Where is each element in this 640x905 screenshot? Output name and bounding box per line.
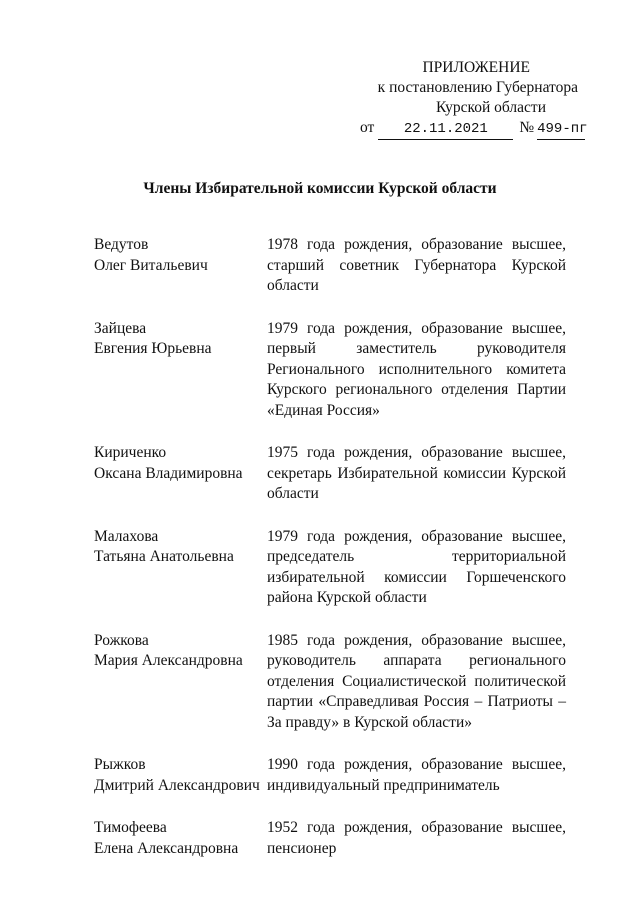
member-surname: Зайцева	[94, 319, 147, 337]
member-entry	[94, 319, 566, 422]
member-name	[94, 235, 267, 276]
document-title: Члены Избирательной комиссии Курской области	[143, 180, 497, 197]
member-given-name: Евгения Юрьевна	[94, 340, 212, 357]
member-surname: Ведутов	[94, 236, 149, 253]
appendix-date: 22.11.2021	[378, 119, 513, 140]
member-entry	[94, 443, 566, 505]
member-surname: Малахова	[94, 527, 159, 545]
member-entry	[94, 527, 566, 609]
member-description: 1979 года рождения, образование высшее, первый заместитель руководителя Регионального исполнительного комитета Курского регионального отделения Партии «Единая Россия»	[267, 319, 566, 419]
member-entry	[94, 631, 566, 734]
member-entry	[94, 755, 566, 796]
member-name	[94, 755, 267, 796]
number-prefix: №	[519, 119, 535, 136]
member-description: 1978 года рождения, образование высшее, старший советник Губернатора Курской области	[267, 236, 566, 294]
member-entry	[94, 235, 566, 297]
members-list	[94, 235, 566, 859]
member-given-name: Татьяна Анатольевна	[94, 548, 234, 565]
member-description: 1952 года рождения, образование высшее, пенсионер	[267, 819, 566, 857]
member-description: 1979 года рождения, образование высшее, председатель территориальной избирательной комиссии Горшеченского района Курской области	[267, 527, 566, 606]
member-description: 1990 года рождения, образование высшее, индивидуальный предприниматель	[267, 756, 566, 794]
member-surname: Тимофеева	[94, 819, 167, 836]
member-description: 1985 года рождения, образование высшее, руководитель аппарата регионального отделения Социалистической политической партии «Справедливая Россия – Патриоты – За правду» в Курской области»	[267, 631, 566, 731]
appendix-header	[360, 58, 590, 137]
member-description: 1975 года рождения, образование высшее, секретарь Избирательной комиссии Курской области	[267, 444, 566, 502]
member-given-name: Олег Витальевич	[94, 256, 208, 274]
appendix-number: 499-пг	[537, 119, 585, 140]
member-name	[94, 631, 267, 672]
appendix-region-line: Курской области	[435, 99, 546, 116]
member-surname: Кириченко	[94, 444, 167, 461]
member-entry	[94, 818, 566, 859]
member-given-name: Оксана Владимировна	[94, 464, 243, 482]
member-name	[94, 319, 267, 360]
member-given-name: Дмитрий Александрович	[94, 776, 260, 794]
member-name	[94, 443, 267, 484]
member-surname: Рожкова	[94, 631, 149, 649]
member-given-name: Мария Александровна	[94, 652, 243, 669]
appendix-reference-line: к постановлению Губернатора	[377, 79, 578, 96]
appendix-title: ПРИЛОЖЕНИЕ	[422, 59, 530, 76]
member-name	[94, 818, 267, 859]
date-prefix: от	[360, 119, 375, 136]
member-surname: Рыжков	[94, 756, 146, 773]
appendix-date-number-line	[360, 118, 590, 140]
member-name	[94, 527, 267, 568]
member-given-name: Елена Александровна	[94, 839, 239, 857]
